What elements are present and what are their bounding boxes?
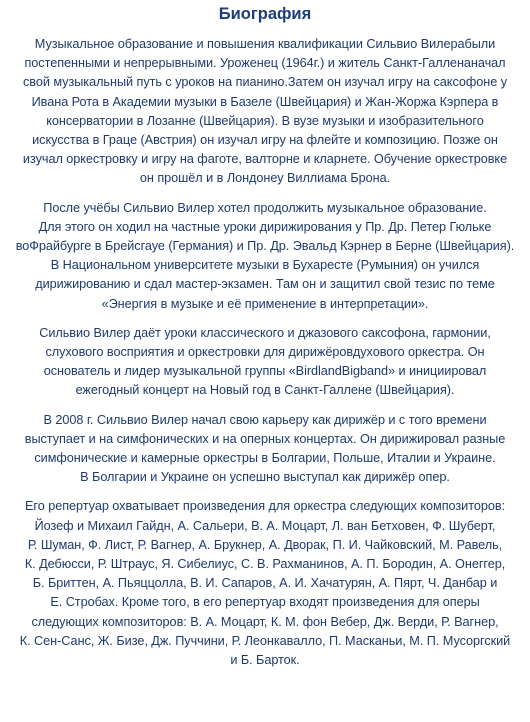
text-line: следующих композиторов: В. А. Моцарт, К. М. фон Вебер, Дж. Верди, Р. Вагнер, — [31, 614, 499, 629]
text-line: и Б. Барток. — [230, 653, 300, 668]
paragraph-conducting-studies — [6, 199, 524, 314]
text-line: Музыкальное образование и повышения квалификации Сильвио Вилерабыли — [34, 37, 496, 51]
text-line: Б. Бриттен, А. Пьяццолла, В. И. Сапаров, А. И. Хачатурян, А. Пярт, Ч. Данбар и — [32, 576, 498, 591]
paragraph-career — [6, 411, 524, 488]
text-line: Его репертуар охватывает произведения для оркестра следующих композиторов: — [25, 499, 505, 514]
text-line: консерватории в Лозанне (Швейцария). В вузе музыки и изобразительного — [46, 113, 484, 128]
text-line: ежегодный концерт на Новый год в Санкт-Галлене (Швейцария). — [75, 383, 455, 398]
text-line: Р. Шуман, Ф. Лист, Р. Вагнер, А. Брукнер, А. Дворак, П. И. Чайковский, М. Равель, — [27, 537, 503, 552]
text-line: После учёбы Сильвио Вилер хотел продолжить музыкальное образование. — [43, 200, 487, 215]
text-line: Ивана Рота в Академии музыки в Базеле (Швейцария) и Жан-Жоржа Кэрпера в — [31, 94, 499, 109]
text-line: основатель и лидер музыкальной группы «BirdlandBigband» и инициировал — [43, 364, 487, 379]
text-line: Сильвио Вилер даёт уроки классического и джазового саксофона, гармонии, — [39, 325, 491, 340]
text-line: Йозеф и Михаил Гайдн, А. Сальери, В. А. Моцарт, Л. ван Бетховен, Ф. Шуберт, — [34, 518, 496, 533]
text-line: К. Сен-Санс, Ж. Бизе, Дж. Пуччини, Р. Леонкавалло, П. Масканьи, М. П. Мусоргский — [19, 633, 511, 648]
text-line: К. Дебюсси, Р. Штраус, Я. Сибелиус, С. В. Рахманинов, А. П. Бородин, А. Онеггер, — [24, 557, 506, 572]
text-line: свой музыкальный путь с уроков на пианино.Затем он изучал игру на саксофоне у — [22, 75, 508, 90]
text-line: он прошёл и в Лондонеу Виллиама Брона. — [139, 171, 391, 186]
text-line: В 2008 г. Сильвио Вилер начал свою карьеру как дирижёр и с того времени — [43, 412, 487, 427]
text-line: постепенными и непрерывными. Уроженец (1964г.) и житель Санкт-Галленаначал — [24, 56, 506, 71]
paragraph-education — [6, 35, 524, 189]
text-line: выступает и на симфонических и на оперных концертах. Он дирижировал разные — [24, 431, 506, 446]
paragraph-repertoire — [6, 497, 524, 670]
text-line: симфонические и камерные оркестры в Болгарии, Польше, Италии и Украине. — [34, 451, 496, 466]
text-line: искусства в Граце (Австрия) он изучал игру на флейте и композицию. Позже он — [32, 133, 498, 148]
text-line: слухового восприятия и оркестровки для дирижёровдухового оркестра. Он — [45, 345, 485, 360]
text-line: воФрайбурге в Брейсгауе (Германия) и Пр. Др. Эвальд Кэрнер в Берне (Швейцария). — [15, 239, 515, 254]
text-line: Е. Стробах. Кроме того, в его репертуар входят произведения для оперы — [50, 595, 480, 610]
text-line: изучал оркестровку и игру на фаготе, валторне и кларнете. Обучение оркестровке — [22, 152, 508, 167]
paragraph-teaching — [6, 324, 524, 401]
text-line: В Болгарии и Украине он успешно выступал как дирижёр опер. — [80, 470, 450, 485]
text-line: «Энергия в музыке и её применение в интерпретации». — [101, 296, 429, 311]
text-line: Для этого он ходил на частные уроки дирижирования у Пр. Др. Петер Гюльке — [38, 219, 492, 234]
text-line: дирижированию и сдал мастер-экзамен. Там он и защитил свой тезис по теме — [35, 277, 495, 292]
text-line: В Национальном университете музыки в Бухаресте (Румыния) он учился — [50, 258, 480, 273]
page-title: Биография — [218, 5, 312, 23]
